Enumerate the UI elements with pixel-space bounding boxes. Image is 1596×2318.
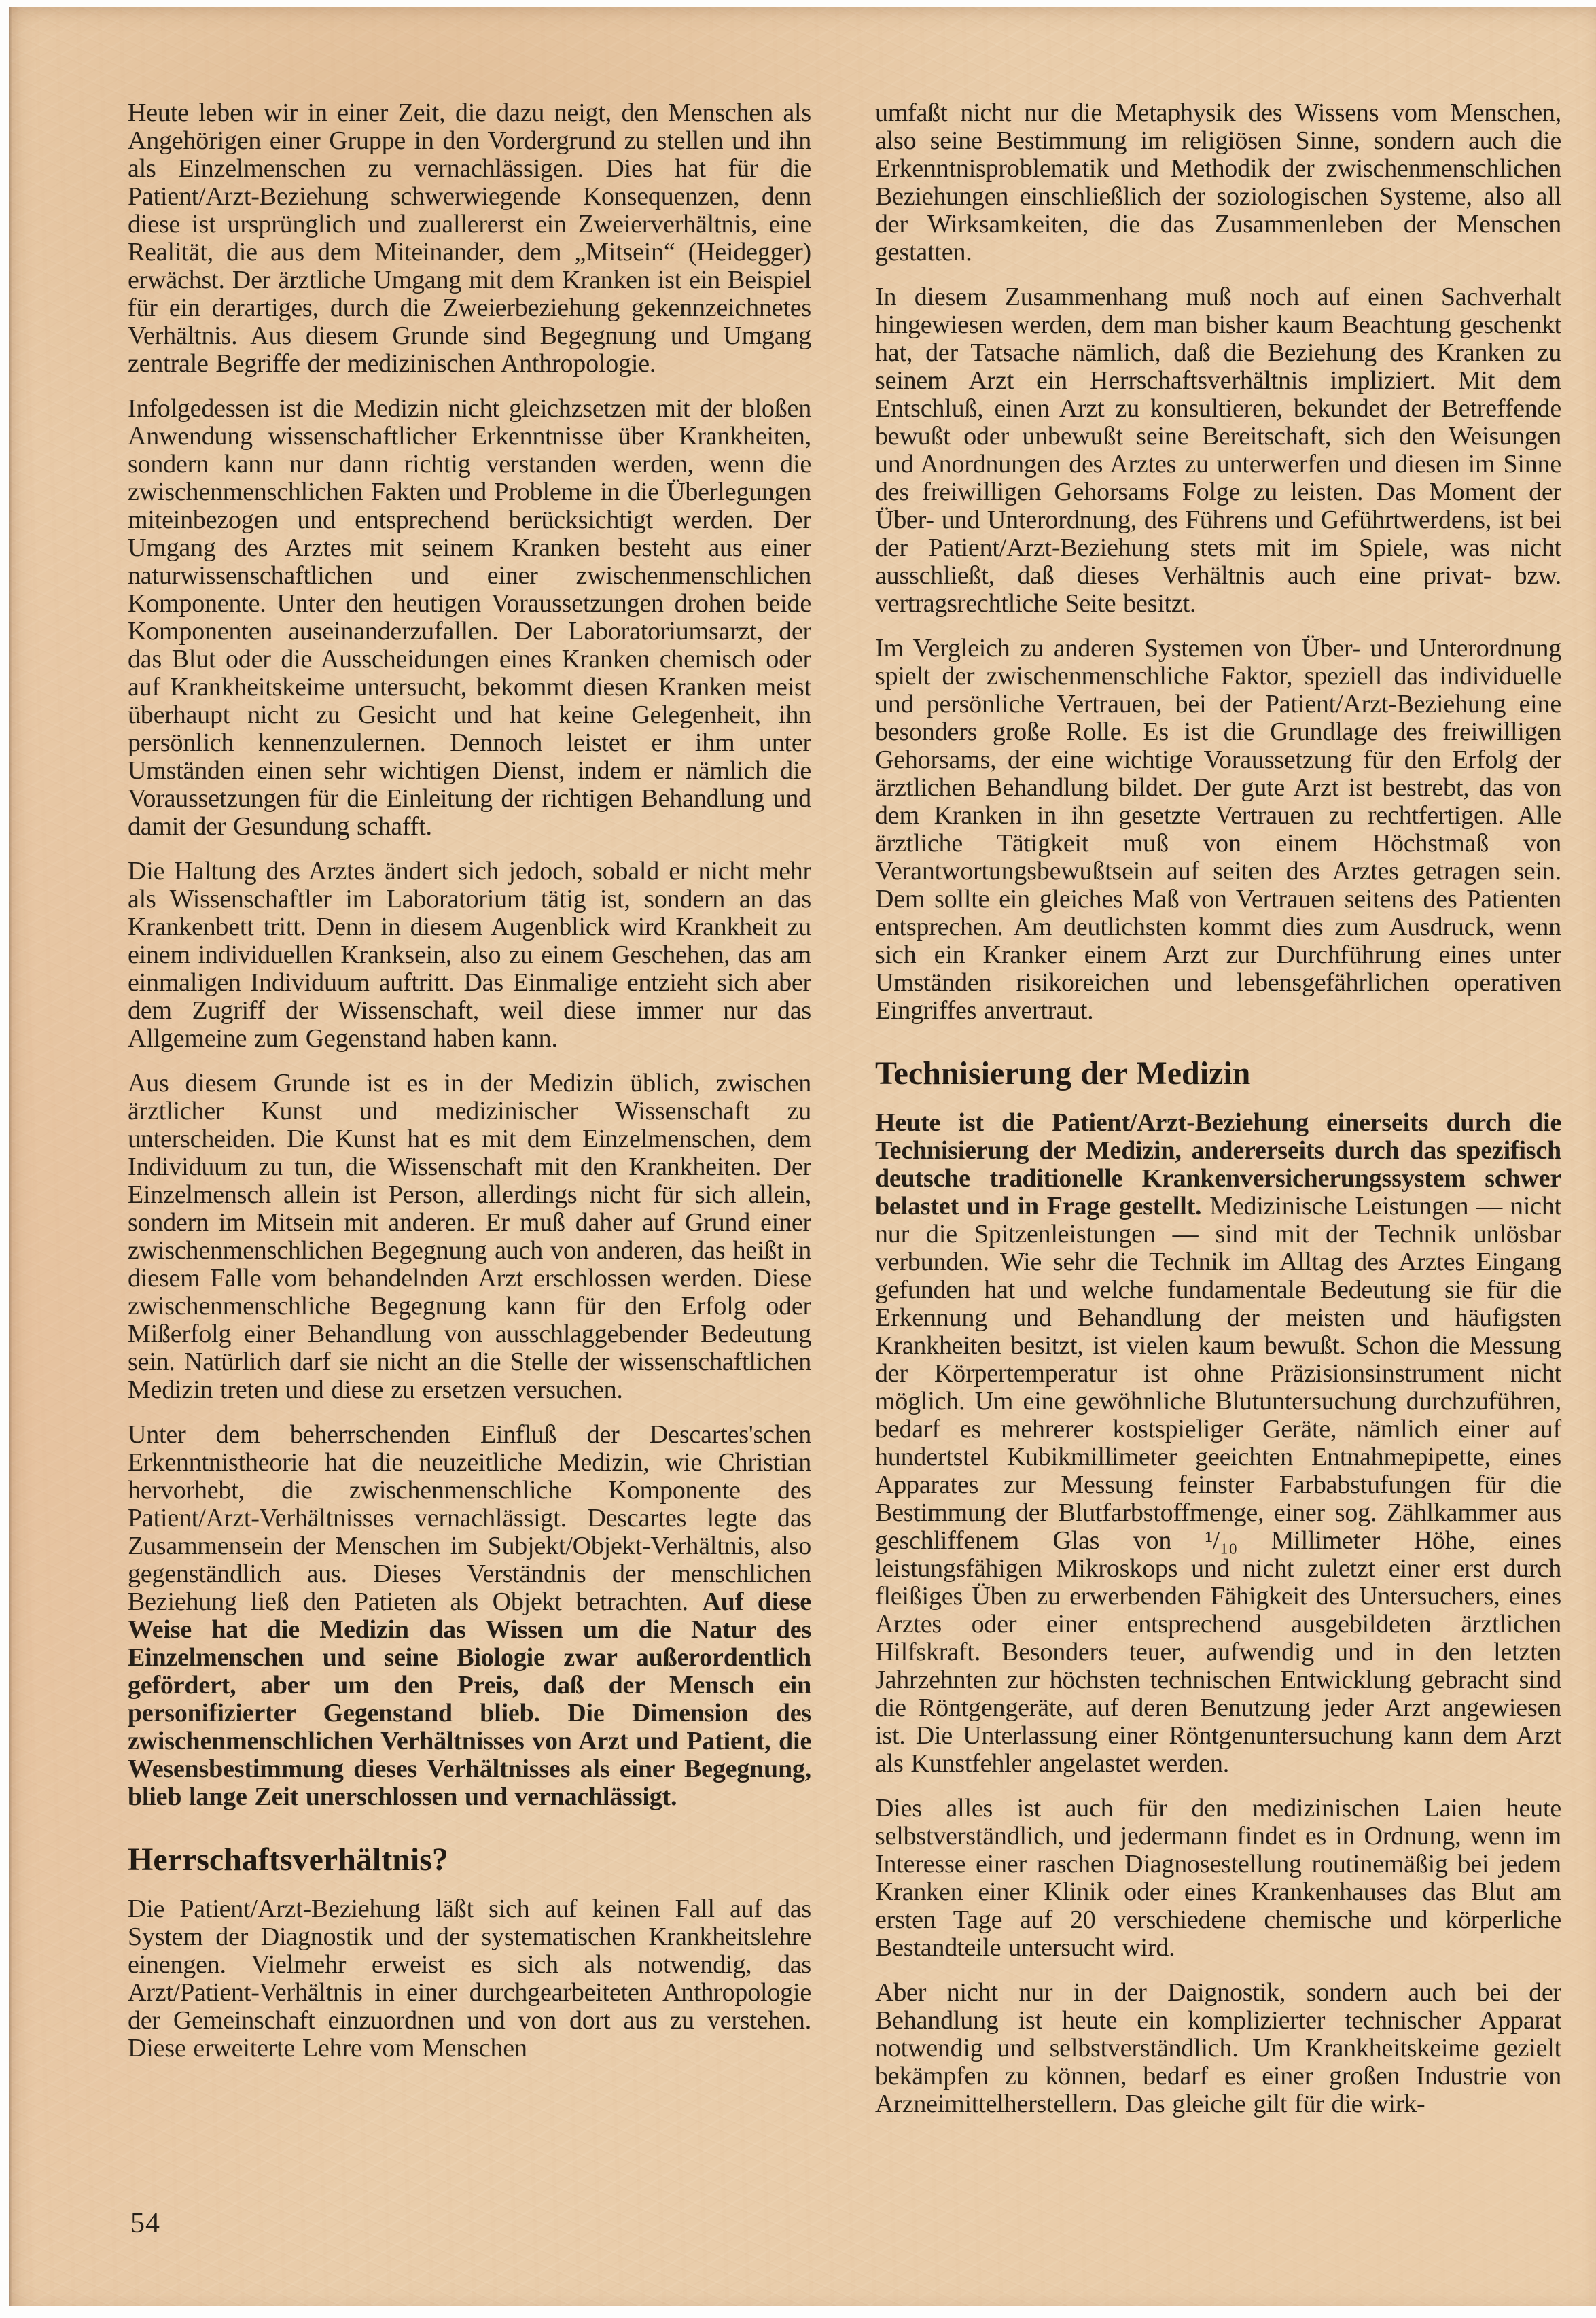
bold-text-run: Auf diese Weise hat die Medizin das Wissen um die Natur des Einzelmenschen und seine Biologie zwar außerordentlich gefördert, aber um den Preis, daß der Mensch ein personifizierter Gegenstand blieb. Die Dimension des zwischenmenschlichen Verhältnisses von Arzt und Patient, die Wesensbestimmung dieses Verhältnisses als einer Begegnung, blieb lange Zeit unerschlossen und vernachlässigt. xyxy=(128,1587,811,1811)
page-number: 54 xyxy=(130,2208,160,2239)
text-column-left xyxy=(128,99,811,2079)
bold-text-run: Heute ist die Patient/Arzt-Beziehung einerseits durch die Technisierung der Medizin, andererseits durch das spezifisch deutsche traditionelle Krankenversicherungssystem schwer belastet und in Frage gestellt. xyxy=(875,1108,1561,1221)
paragraph xyxy=(128,858,811,1053)
paragraph xyxy=(128,99,811,378)
text-run: Aus diesem Grunde ist es in der Medizin üblich, zwischen ärztlicher Kunst und medizinischer Wissenschaft zu unterscheiden. Die Kunst hat es mit dem Einzelmenschen, dem Individuum zu tun, die Wissenschaft mit den Krankheiten. Der Einzelmensch allein ist Person, allerdings nicht für sich allein, sondern im Mitsein mit anderen. Er muß daher auf Grund einer zwischenmenschlichen Begegnung auch von anderen, das heißt in diesem Falle vom behandelnden Arzt erschlossen werden. Diese zwischenmenschliche Begegnung kann für den Erfolg oder Mißerfolg einer Behandlung von ausschlaggebender Bedeutung sein. Natürlich darf sie nicht an die Stelle der wissenschaftlichen Medizin treten und diese zu ersetzen versuchen. xyxy=(128,1069,811,1404)
text-run: Medizinische Leistungen — nicht nur die Spitzenleistungen — sind mit der Technik unlösbar verbunden. Wie sehr die Technik im Alltag des Arztes Eingang gefunden hat und welche fundamentale Bedeutung sie für die Erkennung und Behandlung der meisten und häufigsten Krankheiten besitzt, ist vielen kaum bewußt. Schon die Messung der Körpertemperatur ist ohne Präzisionsinstrument nicht möglich. Um eine gewöhnliche Blutuntersuchung durchzuführen, bedarf es mehrerer kostspieliger Geräte, nämlich einer auf hundertstel Kubikmillimeter geeichten Entnahmepipette, eines Apparates zur Messung feinster Farbabstufungen für die Bestimmung der Blutfarbstoffmenge, einer sog. Zählkammer aus geschliffenem Glas von ¹/₁₀ Millimeter Höhe, eines leistungsfähigen Mikroskops und nicht zuletzt einer erst durch fleißiges Üben zu erwerbenden Fähigkeit des Untersuchers, eines Arztes oder einer entsprechend ausgebildeten ärztlichen Hilfskraft. Besonders teuer, aufwendig und in den letzten Jahrzehnten zur höchsten technischen Entwicklung gebracht sind die Röntgengeräte, auf deren Benutzung jeder Arzt angewiesen ist. Die Unterlassung einer Röntgenuntersuchung kann dem Arzt als Kunstfehler angelastet werden. xyxy=(875,1192,1562,1778)
page-edge-shadow xyxy=(9,7,12,2306)
paragraph xyxy=(875,1795,1561,1962)
paragraph xyxy=(875,99,1561,266)
paragraph xyxy=(875,635,1561,1025)
paragraph xyxy=(875,283,1561,618)
text-run: Unter dem beherrschenden Einfluß der Descartes'schen Erkenntnistheorie hat die neuzeitliche Medizin, wie Christian hervorhebt, die zwischenmenschliche Komponente des Patient/Arzt-Verhältnisses vernachlässigt. Descartes legte das Zusammensein der Menschen im Subjekt/Objekt-Verhältnis, also gegenständlich aus. Dieses Verständnis der menschlichen Beziehung ließ den Patieten als Objekt betrachten. xyxy=(128,1420,811,1616)
paragraph xyxy=(128,1070,811,1404)
section-heading: Technisierung der Medizin xyxy=(875,1055,1251,1091)
paragraph xyxy=(875,1979,1561,2118)
text-column-right xyxy=(875,99,1561,2135)
paragraph xyxy=(128,395,811,841)
text-run: Heute leben wir in einer Zeit, die dazu neigt, den Menschen als Angehörigen einer Gruppe in den Vordergrund zu stellen und ihn als Einzelmenschen zu vernachlässigen. Dies hat für die Patient/Arzt-Beziehung schwerwiegende Konsequenzen, denn diese ist ursprünglich und zuallererst ein Zweierverhältnis, eine Realität, die aus dem Miteinander, dem „Mitsein“ (Heidegger) erwächst. Der ärztliche Umgang mit dem Kranken ist ein Beispiel für ein derartiges, durch die Zweierbeziehung gekennzeichnetes Verhältnis. Aus diesem Grunde sind Begegnung und Umgang zentrale Begriffe der medizinischen Anthropologie. xyxy=(128,99,811,378)
text-run: Dies alles ist auch für den medizinischen Laien heute selbstverständlich, und jedermann findet es in Ordnung, wenn im Interesse einer raschen Diagnosestellung routinemäßig bei jedem Kranken einer Klinik oder eines Krankenhauses das Blut am ersten Tage auf 20 verschiedene chemische und körperliche Bestandteile untersucht wird. xyxy=(875,1794,1561,1962)
text-run: umfaßt nicht nur die Metaphysik des Wissens vom Menschen, also seine Bestimmung im religiösen Sinne, sondern auch die Erkenntnisproblematik und Methodik der zwischenmenschlichen Beziehungen einschließlich der soziologischen Systeme, also all der Wirksamkeiten, die das Zusammenleben der Menschen gestatten. xyxy=(875,99,1561,266)
paragraph xyxy=(875,1109,1561,1778)
paragraph xyxy=(128,1421,811,1811)
section-heading: Herrschaftsverhältnis? xyxy=(128,1842,448,1878)
text-run: Aber nicht nur in der Daignostik, sondern auch bei der Behandlung ist heute ein komplizierter technischer Apparat notwendig und selbstverständlich. Um Krankheitskeime gezielt bekämpfen zu können, bedarf es einer großen Industrie von Arzneimittelherstellern. Das gleiche gilt für die wirk- xyxy=(875,1978,1561,2118)
text-run: Infolgedessen ist die Medizin nicht gleichzsetzen mit der bloßen Anwendung wissenschaftlicher Erkenntnisse über Krankheiten, sondern kann nur dann richtig verstanden werden, wenn die zwischenmenschlichen Fakten und Probleme in die Überlegungen miteinbezogen und entsprechend berücksichtigt werden. Der Umgang des Arztes mit seinem Kranken besteht aus einer naturwissenschaftlichen und einer zwischenmenschlichen Komponente. Unter den heutigen Voraussetzungen drohen beide Komponenten auseinanderzufallen. Der Laboratoriumsarzt, der das Blut oder die Ausscheidungen eines Kranken chemisch oder auf Krankheitskeime untersucht, bekommt diesen Kranken meist überhaupt nicht zu Gesicht und hat keine Gelegenheit, ihn persönlich kennenzulernen. Dennoch leistet er ihm unter Umständen einen sehr wichtigen Dienst, indem er nämlich die Voraussetzungen für die Einleitung der richtigen Behandlung und damit der Gesundung schafft. xyxy=(128,394,811,841)
paragraph xyxy=(128,1895,811,2062)
text-run: Die Haltung des Arztes ändert sich jedoch, sobald er nicht mehr als Wissenschaftler im Laboratorium tätig ist, sondern an das Krankenbett tritt. Denn in diesem Augenblick wird Krankheit zu einem individuellen Kranksein, also zu einem Geschehen, das am einmaligen Individuum auftritt. Das Einmalige entzieht sich aber dem Zugriff der Wissenschaft, weil diese immer nur das Allgemeine zum Gegenstand haben kann. xyxy=(128,857,811,1053)
text-run: In diesem Zusammenhang muß noch auf einen Sachverhalt hingewiesen werden, dem man bisher kaum Beachtung geschenkt hat, der Tatsache nämlich, daß die Beziehung des Kranken zu seinem Arzt ein Herrschaftsverhältnis impliziert. Mit dem Entschluß, einen Arzt zu konsultieren, bekundet der Betreffende bewußt oder unbewußt seine Bereitschaft, sich den Weisungen und Anordnungen des Arztes zu unterwerfen und diesen im Sinne des freiwilligen Gehorsams Folge zu leisten. Das Moment der Über- und Unterordnung, des Führens und Geführtwerdens, ist bei der Patient/Arzt-Beziehung stets mit im Spiele, was nicht ausschließt, daß dieses Verhältnis auch eine privat- bzw. vertragsrechtliche Seite besitzt. xyxy=(875,283,1561,618)
text-run: Die Patient/Arzt-Beziehung läßt sich auf keinen Fall auf das System der Diagnostik und der systematischen Krankheitslehre einengen. Vielmehr erweist es sich als notwendig, das Arzt/Patient-Verhältnis in einer durchgearbeiteten Anthropologie der Gemeinschaft einzuordnen und von dort aus zu verstehen. Diese erweiterte Lehre vom Menschen xyxy=(128,1895,811,2062)
text-run: Im Vergleich zu anderen Systemen von Über- und Unterordnung spielt der zwischenmenschliche Faktor, speziell das individuelle und persönliche Vertrauen, bei der Patient/Arzt-Beziehung eine besonders große Rolle. Es ist die Grundlage des freiwilligen Gehorsams, der eine wichtige Voraussetzung für den Erfolg der ärztlichen Behandlung bildet. Der gute Arzt ist bestrebt, das von dem Kranken in ihn gesetzte Vertrauen zu rechtfertigen. Alle ärztliche Tätigkeit muß von einem Höchstmaß von Verantwortungsbewußtsein auf seiten des Arztes getragen sein. Dem sollte ein gleiches Maß von Vertrauen seitens des Patienten entsprechen. Am deutlichsten kommt dies zum Ausdruck, wenn sich ein Kranker einem Arzt zur Durchführung eines unter Umständen risikoreichen und lebensgefährlichen operativen Eingriffes anvertraut. xyxy=(875,634,1561,1025)
